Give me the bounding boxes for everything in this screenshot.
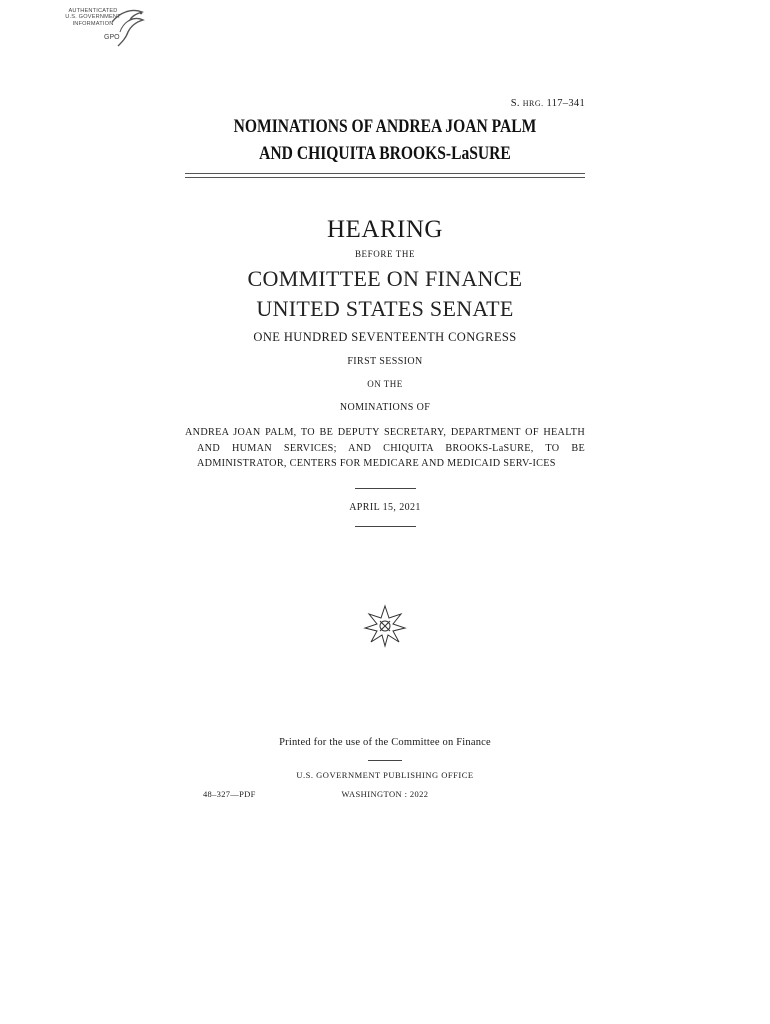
nominations-description: ANDREA JOAN PALM, TO BE DEPUTY SECRETARY, DEPARTMENT OF HEALTH AND HUMAN SERVICES; AND CHIQUITA BROOKS-LaSURE, TO BE ADMINISTRATOR, CENTERS FOR MEDICARE AND MEDICAID SERV-ICES (185, 427, 585, 469)
seal-gpo-label: GPO (104, 34, 120, 41)
hearing-heading: HEARING (327, 216, 443, 243)
title-line-1-wrapper (0, 116, 770, 138)
seal-line-3: INFORMATION (72, 20, 114, 27)
gpo-authentication-seal (62, 6, 152, 50)
title-double-rule (185, 173, 585, 178)
document-code: 48–327—PDF (203, 789, 256, 799)
seal-line-1: AUTHENTICATED (68, 8, 118, 14)
title-line-2-wrapper (0, 143, 770, 165)
title-line-2: AND CHIQUITA BROOKS-LaSURE (259, 143, 511, 164)
hearing-date: APRIL 15, 2021 (349, 502, 421, 513)
nominations-description-wrapper (185, 425, 585, 472)
nominations-of-label: NOMINATIONS OF (339, 402, 431, 413)
before-the-label: BEFORE THE (354, 249, 416, 259)
printed-for-line: Printed for the use of the Committee on Finance (279, 737, 491, 748)
hearing-number-prefix: S. (510, 98, 520, 109)
printed-rule (368, 760, 402, 761)
hearing-number (511, 98, 585, 109)
hearing-number-label: HRG. (522, 99, 544, 108)
congress-label: ONE HUNDRED SEVENTEENTH CONGRESS (253, 330, 517, 344)
session-label: FIRST SESSION (347, 356, 423, 367)
title-line-1: NOMINATIONS OF ANDREA JOAN PALM (233, 116, 537, 137)
gpo-ornament-icon (363, 604, 407, 648)
committee-name: COMMITTEE ON FINANCE (247, 266, 523, 291)
seal-line-2: U.S. GOVERNMENT (65, 14, 121, 21)
senate-name: UNITED STATES SENATE (256, 296, 514, 321)
publisher-name: U.S. GOVERNMENT PUBLISHING OFFICE (296, 770, 474, 780)
place-year: WASHINGTON : 2022 (341, 789, 429, 799)
eagle-icon (106, 6, 150, 50)
date-rule-top (355, 488, 416, 489)
date-rule-bottom (355, 526, 416, 527)
on-the-label: ON THE (367, 379, 403, 389)
hearing-number-value: 117–341 (546, 98, 585, 109)
